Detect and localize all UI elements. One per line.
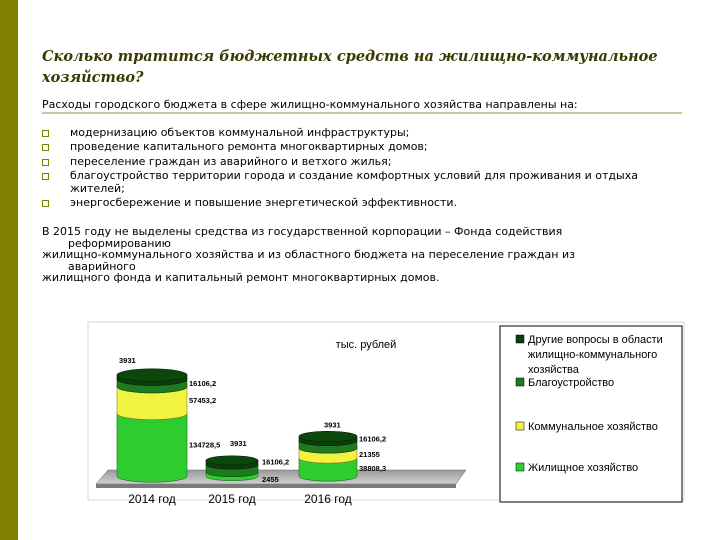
chart-subtitle: тыс. рублей (335, 339, 397, 351)
category-label: 2016 год (304, 492, 352, 506)
data-label-improvement: 16106,2 (359, 434, 387, 444)
bar-stacks (117, 369, 357, 482)
bar-segment-top-other (206, 456, 258, 465)
legend-label-housing: Жилищное хозяйство (528, 462, 639, 474)
bar-segment-top-other (299, 431, 357, 441)
data-label-other: 3931 (324, 420, 341, 430)
list-item-text: модернизацию объектов коммунальной инфраструктуры; (70, 126, 410, 139)
page-title: Сколько тратится бюджетных средств на жилищно-коммунальное хозяйство? (42, 48, 658, 86)
bar-segment-top-other (117, 369, 187, 382)
data-label-communal: 21355 (359, 449, 380, 459)
list-item-text: благоустройство территории города и создание комфортных условий для проживания и отдыха жителей; (70, 169, 638, 195)
legend-swatch-housing (516, 463, 524, 471)
data-label-other: 3931 (119, 355, 136, 365)
category-label: 2014 год (128, 492, 176, 506)
legend-label-other: жилищно-коммунального (528, 349, 658, 361)
legend-label-communal: Коммунальное хозяйство (528, 421, 658, 433)
data-label-housing: 38808,3 (359, 463, 387, 473)
funding-note-line: жилищного фонда и капитальный ремонт многоквартирных домов. (42, 271, 440, 285)
funding-note-line: жилищно-коммунального хозяйства и из областного бюджета на переселение граждан из (42, 248, 575, 262)
funding-note-line: аварийного (68, 259, 136, 273)
legend-label-other: хозяйства (528, 364, 579, 376)
list-item-text: проведение капитального ремонта многоквартирных домов; (70, 140, 428, 154)
data-label-housing: 2455 (262, 475, 279, 484)
legend-label-improvement: Благоустройство (528, 377, 615, 389)
legend-swatch-other (516, 335, 524, 343)
legend-label-other: Другие вопросы в области (528, 334, 663, 346)
bar-segment-housing (117, 413, 187, 482)
legend-swatch-improvement (516, 378, 524, 386)
chart-floor-edge (96, 484, 456, 488)
funding-note-line: реформированию (68, 236, 171, 250)
funding-note-line: В 2015 году не выделены средства из государственной корпорации – Фонда содействия (42, 225, 563, 238)
category-labels (128, 492, 352, 506)
category-label: 2015 год (208, 492, 256, 506)
legend-swatch-communal (516, 422, 524, 430)
data-label-improvement: 16106,2 (189, 378, 217, 388)
list-item-text: переселение граждан из аварийного и ветхого жилья; (70, 154, 392, 168)
intro-text: Расходы городского бюджета в сфере жилищно-коммунального хозяйства направлены на: (42, 98, 578, 111)
list-item-text: энергосбережение и повышение энергетической эффективности. (70, 196, 458, 210)
data-label-improvement: 16106,2 (262, 457, 290, 467)
data-label-housing: 134728,5 (189, 440, 221, 450)
data-label-other: 3931 (230, 438, 247, 448)
data-label-communal: 57453,2 (189, 395, 217, 405)
